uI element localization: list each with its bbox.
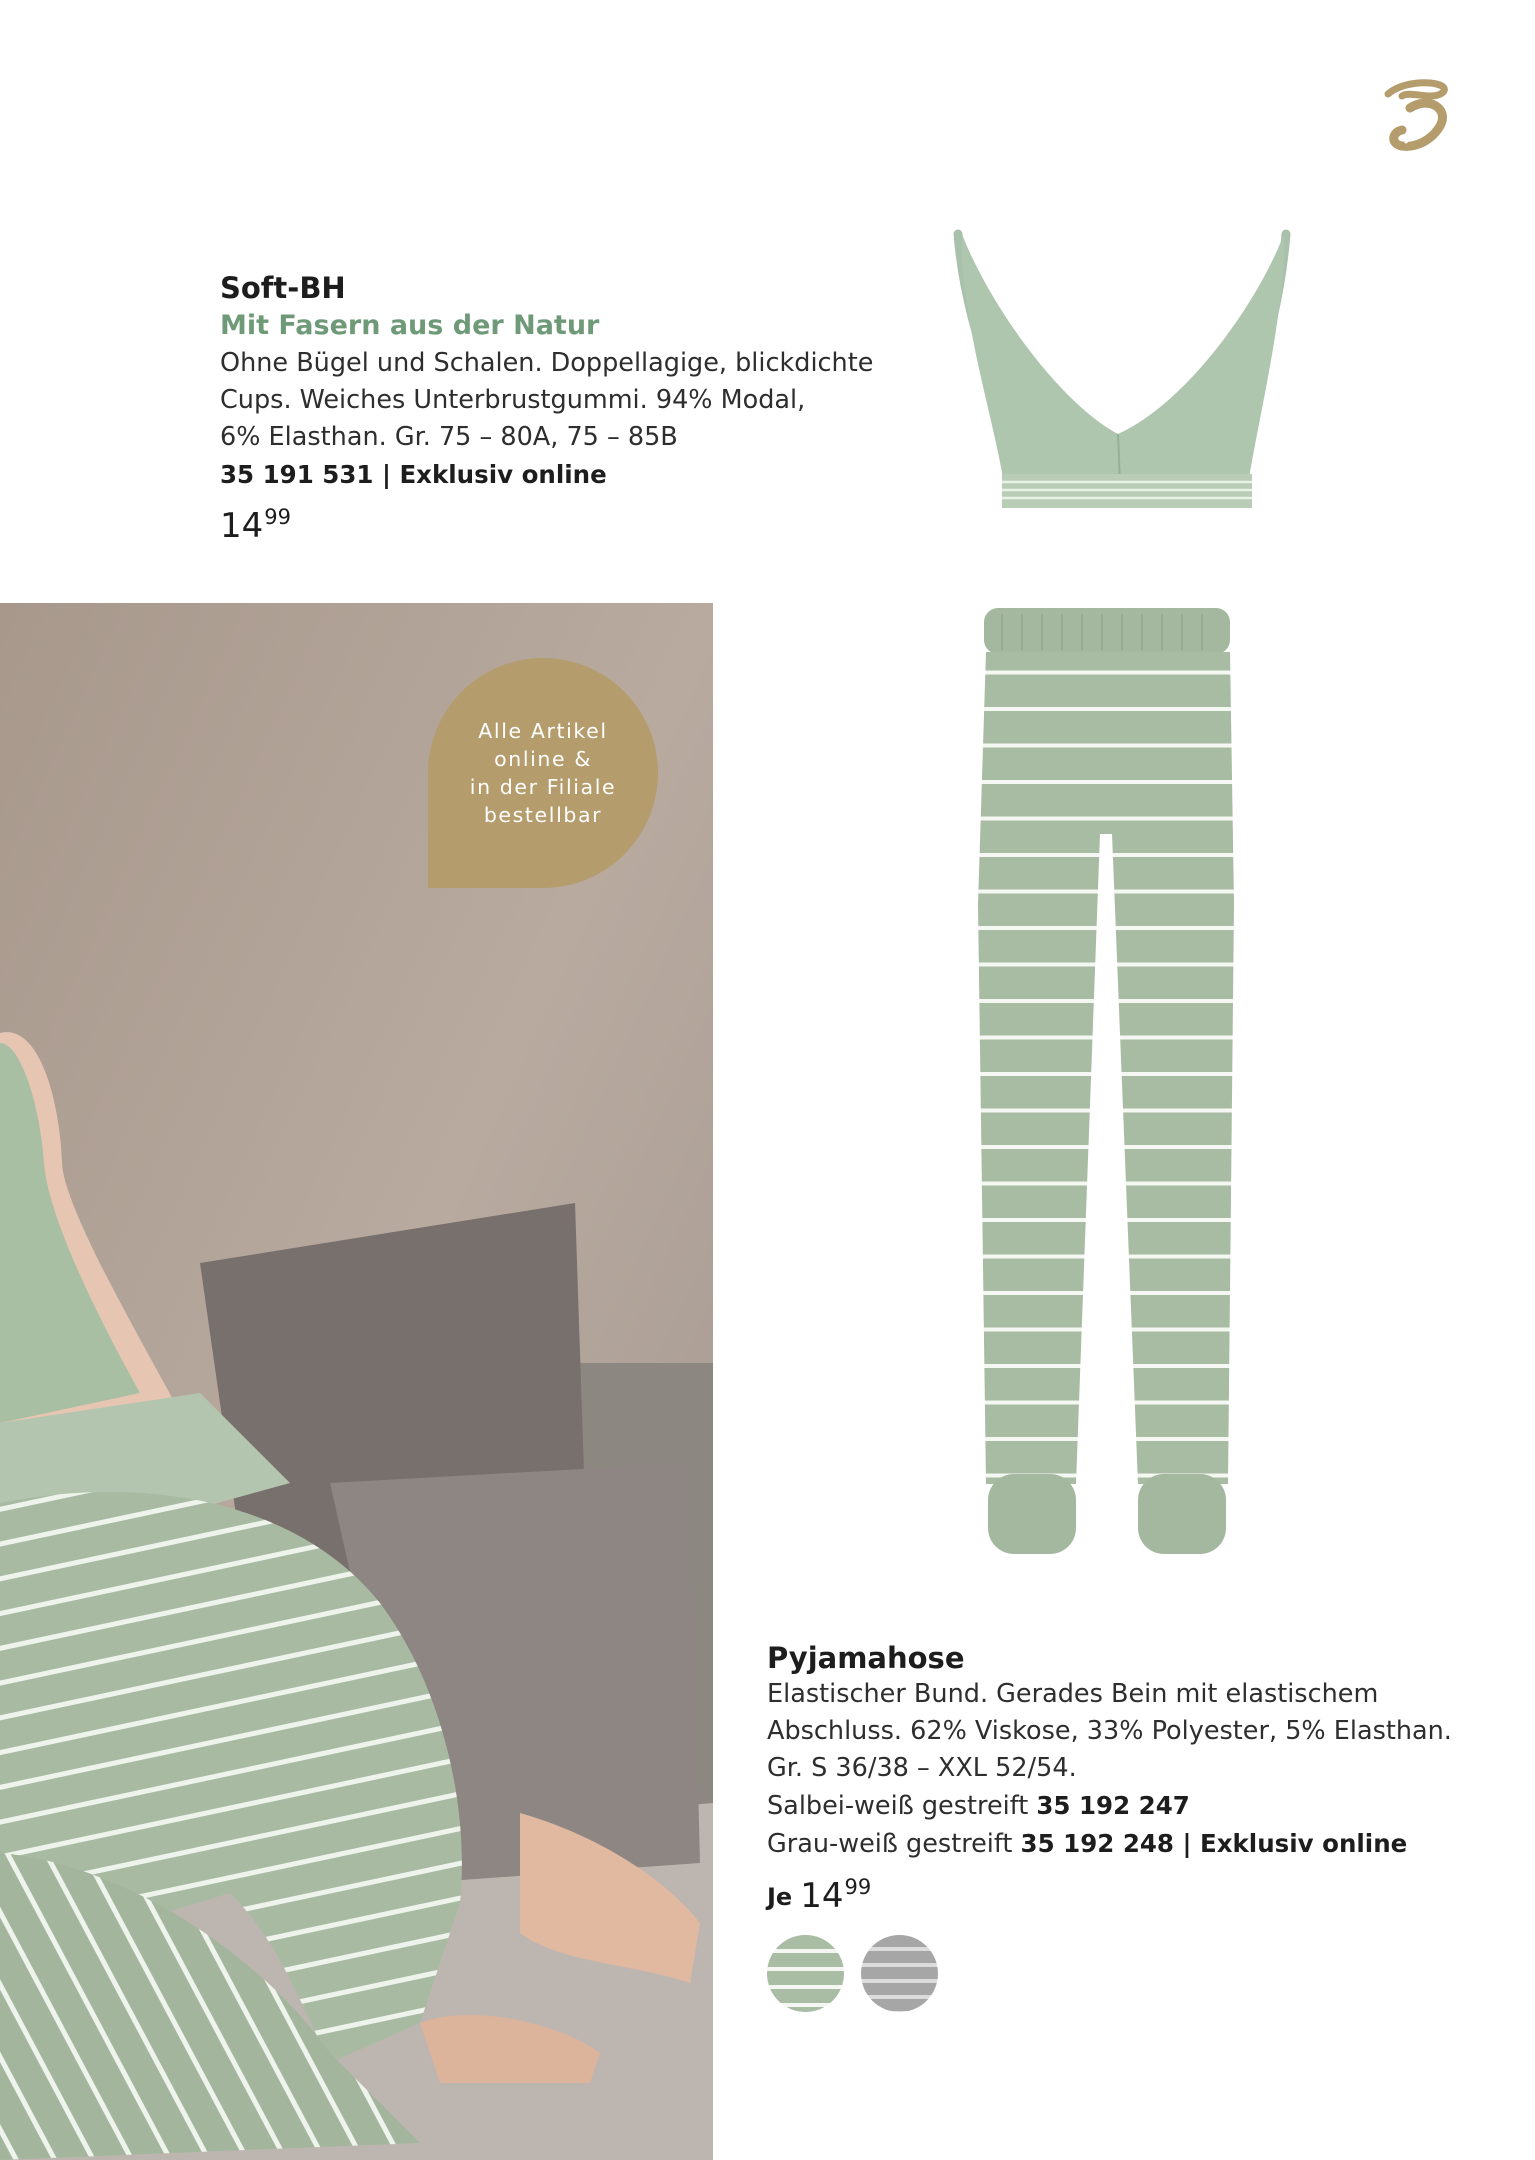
availability-badge bbox=[428, 658, 658, 888]
soft-bh-article-number: 35 191 531 | Exklusiv online bbox=[220, 459, 607, 489]
pyjamahose-desc-line: Abschluss. 62% Viskose, 33% Polyester, 5% Elasthan. bbox=[767, 1716, 1452, 1747]
pyjamahose-product-image bbox=[972, 604, 1242, 1562]
price-main: 14 bbox=[800, 1876, 844, 1917]
price-cents: 99 bbox=[264, 504, 291, 529]
variant-article-number: 35 192 248 | Exklusiv online bbox=[1020, 1829, 1408, 1859]
color-swatches bbox=[767, 1935, 938, 2012]
variant-name: Salbei-weiß gestreift bbox=[767, 1791, 1029, 1822]
pyjamahose-desc-line: Gr. S 36/38 – XXL 52/54. bbox=[767, 1753, 1077, 1784]
price-cents: 99 bbox=[844, 1875, 872, 1900]
variant-grey bbox=[767, 1825, 1507, 1863]
badge-line: Alle Artikel bbox=[478, 719, 608, 743]
variant-article-number: 35 192 247 bbox=[1036, 1791, 1190, 1821]
soft-bh-desc-line: 6% Elasthan. Gr. 75 – 80A, 75 – 85B bbox=[220, 421, 678, 452]
badge-line: online & bbox=[494, 747, 592, 771]
pyjamahose-description bbox=[767, 1676, 1507, 1863]
price-prefix: Je bbox=[767, 1883, 793, 1912]
soft-bh-product-image bbox=[948, 222, 1298, 514]
pyjamahose-price bbox=[767, 1875, 1507, 1917]
soft-bh-title: Soft-BH bbox=[220, 271, 346, 305]
soft-bh-desc-line: Ohne Bügel und Schalen. Doppellagige, blickdichte bbox=[220, 347, 874, 378]
pyjamahose-desc-line: Elastischer Bund. Gerades Bein mit elastischem bbox=[767, 1679, 1379, 1710]
pyjamahose-info bbox=[767, 1640, 1507, 1917]
tchibo-logo-icon bbox=[1380, 78, 1452, 154]
swatch-grau-weiss[interactable] bbox=[861, 1935, 938, 2012]
variant-name: Grau-weiß gestreift bbox=[767, 1829, 1013, 1860]
soft-bh-desc-line: Cups. Weiches Unterbrustgummi. 94% Modal, bbox=[220, 384, 806, 415]
soft-bh-subtitle: Mit Fasern aus der Natur bbox=[220, 310, 600, 342]
soft-bh-price bbox=[220, 504, 880, 546]
variant-sage bbox=[767, 1787, 1507, 1825]
soft-bh-info bbox=[220, 270, 880, 546]
pyjamahose-title: Pyjamahose bbox=[767, 1641, 965, 1675]
price-main: 14 bbox=[220, 505, 264, 546]
badge-line: bestellbar bbox=[483, 803, 603, 827]
soft-bh-description bbox=[220, 345, 880, 456]
swatch-salbei-weiss[interactable] bbox=[767, 1935, 844, 2012]
badge-line: in der Filiale bbox=[469, 775, 617, 799]
